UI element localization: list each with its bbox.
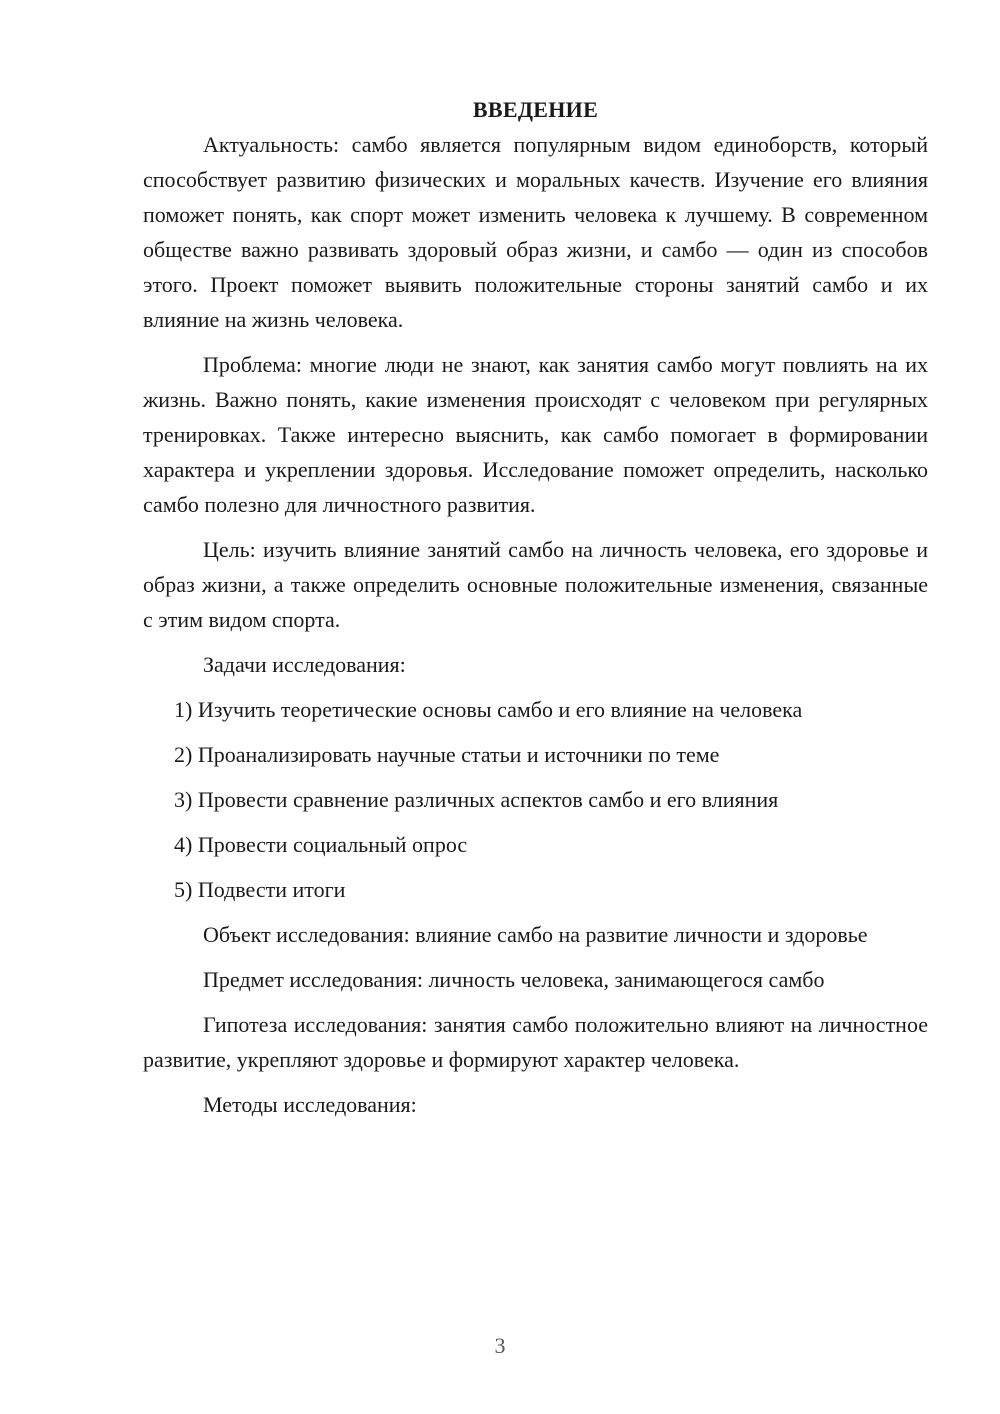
relevance-paragraph: Актуальность: самбо является популярным видом единоборств, который способствует развитию физических и моральных качеств. Изучение его влияния поможет понять, как спорт может изменить человека к лучшему. В современном обществе важно развивать здоровый образ жизни, и самбо — один из способов этого. Проект поможет выявить положительные стороны занятий самбо и их влияние на жизнь человека. [143, 132, 928, 332]
list-item: 4) Провести социальный опрос [174, 832, 468, 857]
tasks-list [143, 692, 928, 907]
methods-heading: Методы исследования: [203, 1092, 417, 1117]
hypothesis-paragraph: Гипотеза исследования: занятия самбо положительно влияют на личностное развитие, укрепляют здоровье и формируют характер человека. [143, 1012, 928, 1072]
object-paragraph: Объект исследования: влияние самбо на развитие личности и здоровье [203, 922, 868, 947]
list-item: 3) Провести сравнение различных аспектов самбо и его влияния [174, 787, 779, 812]
document-page [143, 92, 928, 1132]
subject-paragraph: Предмет исследования: личность человека, занимающегося самбо [203, 967, 825, 992]
page-title: ВВЕДЕНИЕ [472, 97, 599, 122]
page-number: 3 [494, 1333, 506, 1358]
list-item: 2) Проанализировать научные статьи и источники по теме [174, 742, 720, 767]
goal-paragraph: Цель: изучить влияние занятий самбо на личность человека, его здоровье и образ жизни, а также определить основные положительные изменения, связанные с этим видом спорта. [143, 537, 928, 632]
problem-paragraph: Проблема: многие люди не знают, как занятия самбо могут повлиять на их жизнь. Важно понять, какие изменения происходят с человеком при регулярных тренировках. Также интересно выяснить, как самбо помогает в формировании характера и укреплении здоровья. Исследование поможет определить, насколько самбо полезно для личностного развития. [143, 352, 928, 517]
list-item: 5) Подвести итоги [174, 877, 346, 902]
tasks-heading: Задачи исследования: [203, 652, 406, 677]
list-item: 1) Изучить теоретические основы самбо и его влияние на человека [174, 697, 803, 722]
